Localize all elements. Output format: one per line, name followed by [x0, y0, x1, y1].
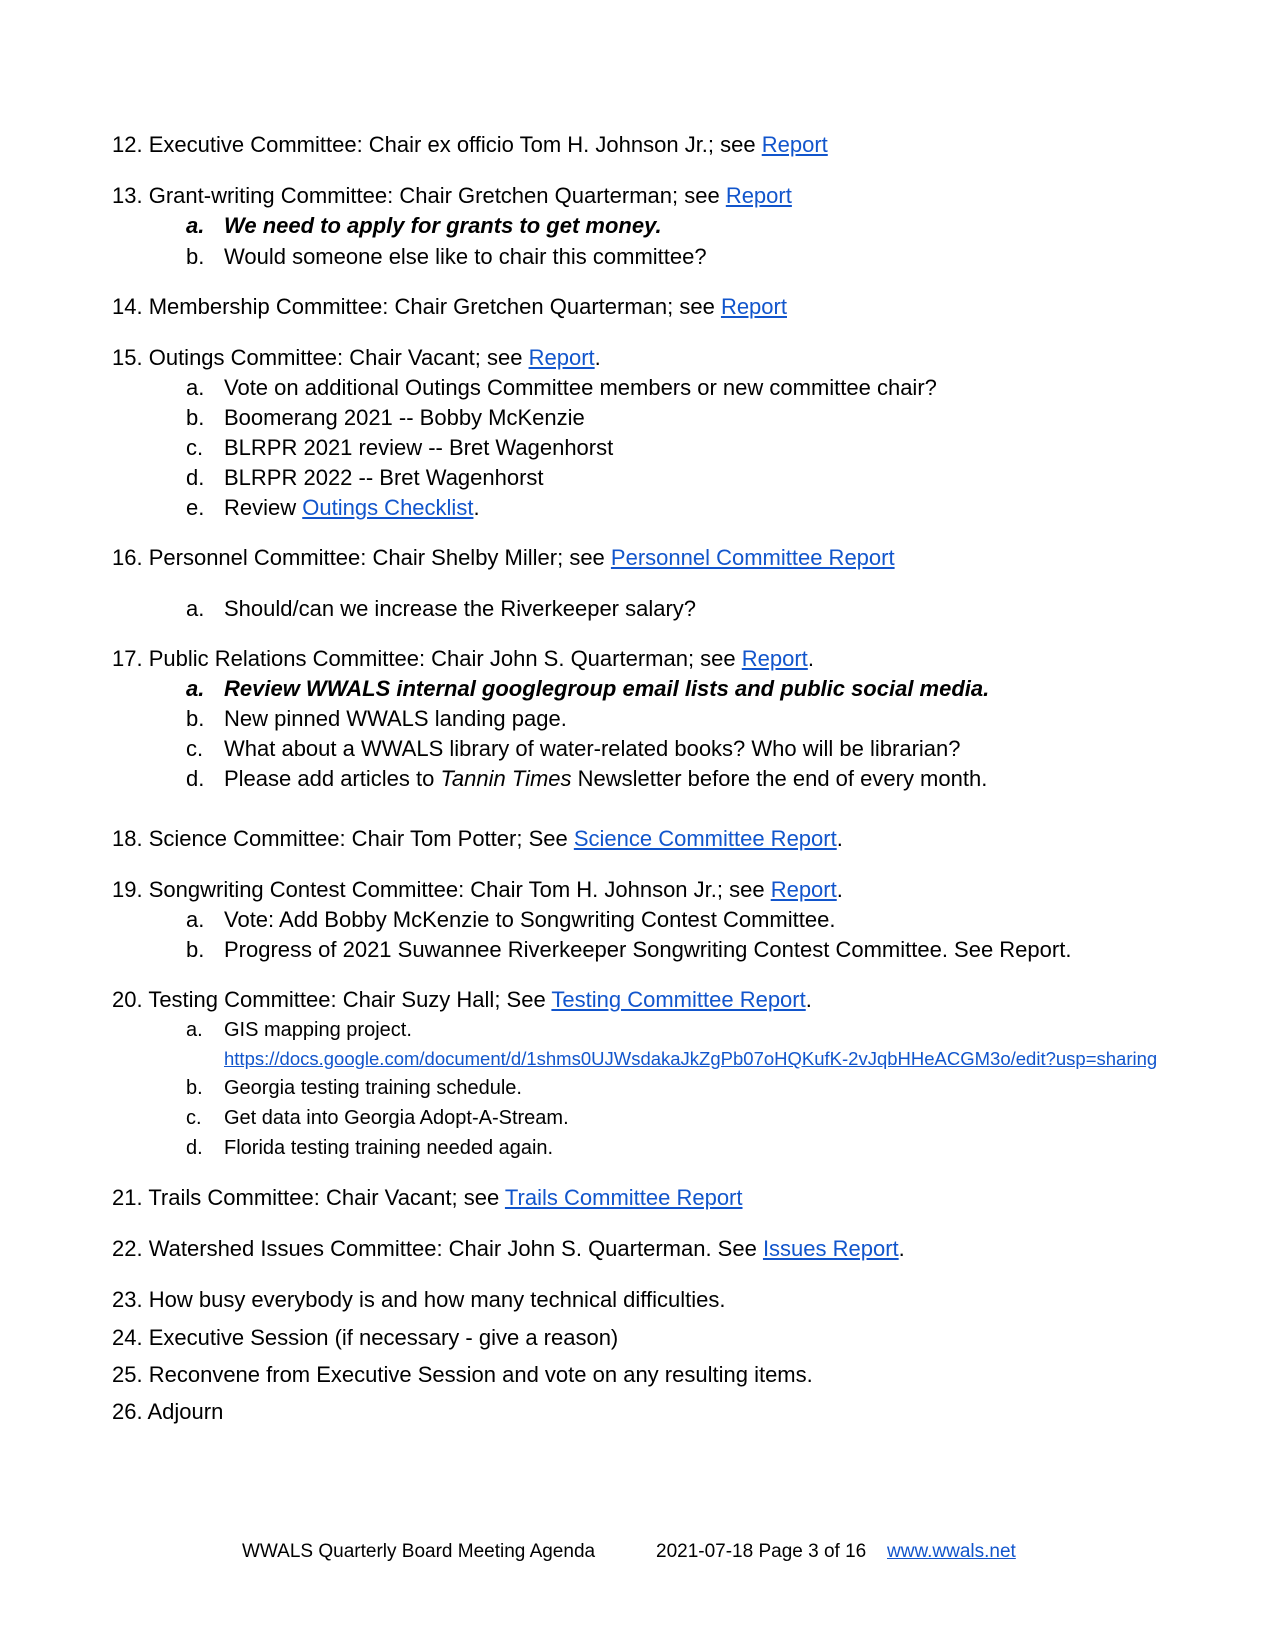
- agenda-item-14: [112, 293, 787, 321]
- item-text: Trails Committee: Chair Vacant; see: [148, 1185, 505, 1210]
- trails-report-link[interactable]: Trails Committee Report: [504, 1185, 743, 1210]
- sub-item: [186, 374, 937, 402]
- sub-letter: a.: [186, 676, 205, 701]
- agenda-item-25: [112, 1361, 813, 1389]
- report-link[interactable]: Report: [741, 646, 808, 671]
- item-text: Outings Committee: Chair Vacant; see: [148, 345, 529, 370]
- sub-text: Please add articles to: [224, 766, 441, 791]
- agenda-item-13: [112, 182, 792, 210]
- item-text: Public Relations Committee: Chair John S. Quarterman; see: [148, 646, 742, 671]
- item-text: Executive Session (if necessary - give a reason): [148, 1325, 619, 1350]
- agenda-item-12: [112, 131, 828, 159]
- item-number: 25.: [112, 1362, 143, 1387]
- item-number: 22.: [112, 1236, 143, 1261]
- item-number: 18.: [112, 826, 143, 851]
- sub-text: Vote on additional Outings Committee members or new committee chair?: [224, 375, 937, 400]
- sub-letter: b.: [186, 405, 205, 430]
- agenda-item-21: [112, 1184, 743, 1212]
- item-number: 19.: [112, 877, 143, 902]
- sub-item-url: [224, 1046, 1157, 1072]
- item-text: Personnel Committee: Chair Shelby Miller; see: [148, 545, 611, 570]
- item-text: Reconvene from Executive Session and vote on any resulting items.: [148, 1362, 813, 1387]
- footer-date-page: 2021-07-18 Page 3 of 16: [656, 1541, 867, 1562]
- sub-text: Progress of 2021 Suwannee Riverkeeper Songwriting Contest Committee. See Report.: [224, 937, 1072, 962]
- sub-letter: b.: [186, 244, 205, 269]
- sub-letter: d.: [186, 766, 205, 791]
- personnel-report-link[interactable]: Personnel Committee Report: [610, 545, 895, 570]
- agenda-item-24: [112, 1324, 618, 1352]
- sub-text: BLRPR 2021 review -- Bret Wagenhorst: [224, 435, 614, 460]
- sub-item: [186, 595, 696, 623]
- report-link[interactable]: Report: [528, 345, 595, 370]
- item-punct: .: [805, 987, 812, 1012]
- item-text: Watershed Issues Committee: Chair John S. Quarterman. See: [148, 1236, 763, 1261]
- item-number: 13.: [112, 183, 143, 208]
- agenda-item-17: [112, 645, 814, 673]
- item-number: 16.: [112, 545, 143, 570]
- agenda-item-22: [112, 1235, 905, 1263]
- sub-punct: .: [473, 495, 480, 520]
- gis-document-link[interactable]: https://docs.google.com/document/d/1shms0UJWsdakaJkZgPb07oHQKufK-2vJqbHHeACGM3o/edit?usp=sharing: [224, 1048, 1158, 1069]
- sub-item: [186, 735, 961, 763]
- science-report-link[interactable]: Science Committee Report: [573, 826, 837, 851]
- agenda-item-23: [112, 1286, 726, 1314]
- item-text: How busy everybody is and how many technical difficulties.: [148, 1287, 726, 1312]
- sub-item: [186, 1104, 569, 1132]
- report-link[interactable]: Report: [761, 132, 828, 157]
- issues-report-link[interactable]: Issues Report: [762, 1236, 899, 1261]
- sub-text: Georgia testing training schedule.: [224, 1077, 522, 1099]
- sub-letter: b.: [186, 937, 205, 962]
- sub-item: [186, 906, 835, 934]
- item-number: 26.: [112, 1399, 143, 1424]
- agenda-item-19: [112, 876, 843, 904]
- newsletter-title: Tannin Times: [440, 766, 572, 791]
- sub-text: Review WWALS internal googlegroup email lists and public social media.: [224, 676, 990, 701]
- footer-title: WWALS Quarterly Board Meeting Agenda: [242, 1541, 596, 1562]
- sub-item: [186, 212, 662, 240]
- sub-item: [186, 705, 567, 733]
- sub-item: [186, 765, 987, 793]
- item-number: 24.: [112, 1325, 143, 1350]
- item-text: Songwriting Contest Committee: Chair Tom H. Johnson Jr.; see: [148, 877, 771, 902]
- outings-checklist-link[interactable]: Outings Checklist: [302, 495, 474, 520]
- agenda-item-18: [112, 825, 843, 853]
- sub-letter: b.: [186, 1077, 203, 1099]
- sub-item: [186, 494, 480, 522]
- sub-text: Get data into Georgia Adopt-A-Stream.: [224, 1107, 569, 1129]
- report-link[interactable]: Report: [725, 183, 792, 208]
- sub-item: [186, 404, 585, 432]
- item-text: Executive Committee: Chair ex officio Tom H. Johnson Jr.; see: [148, 132, 762, 157]
- item-punct: .: [836, 826, 843, 851]
- sub-item: [186, 1016, 412, 1044]
- sub-item: [186, 1074, 522, 1102]
- item-number: 14.: [112, 294, 143, 319]
- item-text: Science Committee: Chair Tom Potter; See: [148, 826, 574, 851]
- item-number: 20.: [112, 987, 143, 1012]
- sub-item: [186, 675, 989, 703]
- item-punct: .: [807, 646, 814, 671]
- agenda-item-16: [112, 544, 895, 572]
- sub-item: [186, 243, 707, 271]
- footer-website-link[interactable]: www.wwals.net: [887, 1541, 1016, 1562]
- sub-text: GIS mapping project.: [224, 1019, 412, 1041]
- sub-text: Boomerang 2021 -- Bobby McKenzie: [224, 405, 585, 430]
- sub-text: Vote: Add Bobby McKenzie to Songwriting Contest Committee.: [224, 907, 836, 932]
- sub-letter: a.: [186, 596, 205, 621]
- sub-letter: d.: [186, 465, 205, 490]
- item-text: Membership Committee: Chair Gretchen Quarterman; see: [148, 294, 721, 319]
- sub-text: We need to apply for grants to get money.: [224, 213, 662, 238]
- sub-item: [186, 464, 544, 492]
- sub-letter: d.: [186, 1137, 203, 1159]
- report-link[interactable]: Report: [720, 294, 787, 319]
- item-number: 12.: [112, 132, 143, 157]
- testing-report-link[interactable]: Testing Committee Report: [551, 987, 806, 1012]
- sub-text: What about a WWALS library of water-related books? Who will be librarian?: [224, 736, 961, 761]
- sub-text: Florida testing training needed again.: [224, 1137, 554, 1159]
- sub-letter: b.: [186, 706, 205, 731]
- item-number: 21.: [112, 1185, 143, 1210]
- sub-text: BLRPR 2022 -- Bret Wagenhorst: [224, 465, 544, 490]
- report-link[interactable]: Report: [770, 877, 837, 902]
- item-punct: .: [594, 345, 601, 370]
- sub-letter: a.: [186, 213, 205, 238]
- item-number: 17.: [112, 646, 143, 671]
- sub-text: Should/can we increase the Riverkeeper salary?: [224, 596, 697, 621]
- sub-item: [186, 434, 613, 462]
- item-text: Grant-writing Committee: Chair Gretchen Quarterman; see: [148, 183, 726, 208]
- sub-item: [186, 1134, 553, 1162]
- sub-letter: a.: [186, 907, 205, 932]
- agenda-item-26: [112, 1398, 223, 1426]
- item-number: 15.: [112, 345, 143, 370]
- item-number: 23.: [112, 1287, 143, 1312]
- sub-letter: e.: [186, 495, 205, 520]
- item-text: Testing Committee: Chair Suzy Hall; See: [148, 987, 552, 1012]
- sub-letter: c.: [186, 736, 204, 761]
- sub-letter: a.: [186, 375, 205, 400]
- sub-item: [186, 936, 1071, 964]
- sub-letter: c.: [186, 1107, 202, 1129]
- sub-letter: a.: [186, 1019, 203, 1041]
- agenda-item-15: [112, 344, 601, 372]
- sub-letter: c.: [186, 435, 204, 460]
- sub-text: Would someone else like to chair this committee?: [224, 244, 707, 269]
- agenda-item-20: [112, 986, 812, 1014]
- sub-text: New pinned WWALS landing page.: [224, 706, 567, 731]
- item-text: Adjourn: [147, 1399, 224, 1424]
- item-punct: .: [898, 1236, 905, 1261]
- sub-text: Review: [224, 495, 303, 520]
- sub-text: Newsletter before the end of every month.: [571, 766, 988, 791]
- item-punct: .: [836, 877, 843, 902]
